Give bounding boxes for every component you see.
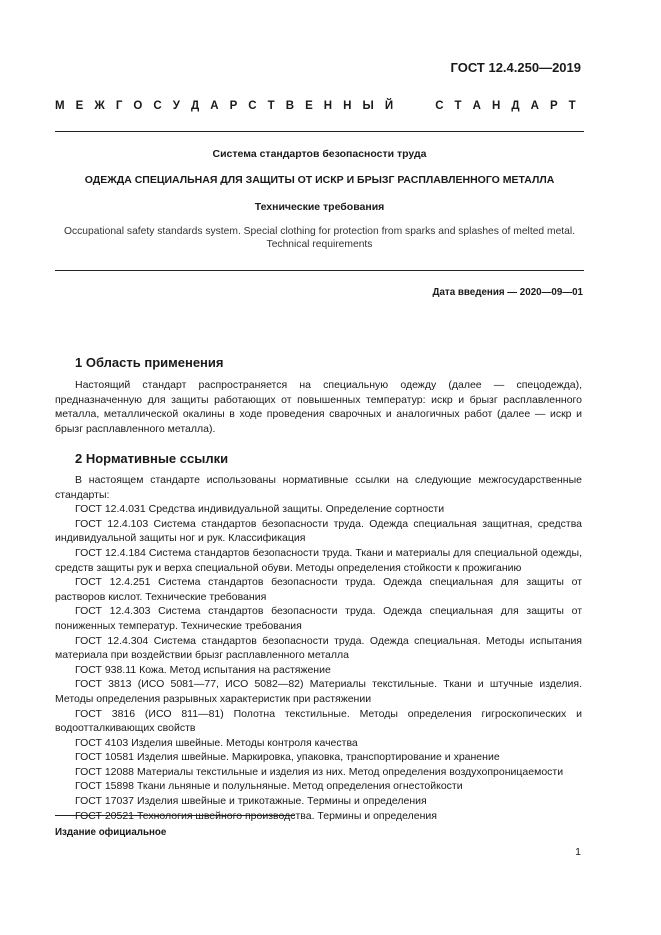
standard-type-letter: Е bbox=[305, 100, 313, 112]
standard-type-letter: Е bbox=[75, 100, 84, 112]
english-title-line2: Technical requirements bbox=[266, 238, 373, 250]
title-rule bbox=[55, 270, 584, 271]
top-rule bbox=[55, 131, 584, 132]
standard-type-letter: Т bbox=[267, 100, 275, 112]
standard-type-letter: С bbox=[153, 100, 162, 112]
reference-item: ГОСТ 3813 (ИСО 5081—77, ИСО 5082—82) Материалы текстильные. Ткани и штучные изделия. Методы определения разрывных характеристик при растяжении bbox=[55, 678, 582, 705]
reference-item: ГОСТ 10581 Изделия швейные. Маркировка, упаковка, транспортирование и хранение bbox=[75, 751, 500, 764]
standard-type-letter: Т bbox=[454, 100, 462, 112]
english-title bbox=[55, 226, 584, 251]
standard-type-letter: А bbox=[530, 100, 539, 112]
standard-type-letter: О bbox=[133, 100, 143, 112]
reference-item: ГОСТ 3816 (ИСО 811—81) Полотна текстильные. Методы определения гигроскопических и водоотталкивающих свойств bbox=[55, 707, 582, 735]
reference-item: ГОСТ 938.11 Кожа. Метод испытания на растяжение bbox=[75, 663, 331, 676]
reference-item: ГОСТ 20521 Технология швейного производства. Термины и определения bbox=[75, 809, 437, 822]
standard-type-letter: Ж bbox=[94, 100, 105, 112]
standard-type-letter: Ы bbox=[362, 100, 374, 112]
standard-type-letter: С bbox=[435, 100, 444, 112]
standard-type-letter: Г bbox=[115, 100, 123, 112]
reference-item: ГОСТ 12.4.103 Система стандартов безопасности труда. Одежда специальная защитная, средства индивидуальной защиты ног и рук. Классификация bbox=[55, 517, 582, 545]
standard-type-letter: Р bbox=[549, 100, 558, 112]
section-1-paragraph: Настоящий стандарт распространяется на специальную одежду (далее — спецодежда), предназначенную для защиты работающих от повышенных температур: искр и брызг расплавленного металла, металлической окалины в ходе проведения сварочных и аналогичных работ (далее — искр и брызг расплавленного металла). bbox=[55, 379, 582, 435]
standard-type-letter: Т bbox=[568, 100, 576, 112]
reference-item: ГОСТ 15898 Ткани льняные и полульняные. Метод определения огнестойкости bbox=[75, 780, 463, 793]
introduction-date: Дата введения — 2020—09—01 bbox=[432, 287, 583, 298]
standard-type-letter: С bbox=[248, 100, 257, 112]
english-title-line1: Occupational safety standards system. Special clothing for protection from sparks and splashes of melted metal. bbox=[63, 226, 576, 237]
standard-type-letter: Й bbox=[384, 100, 394, 112]
reference-item: ГОСТ 12.4.184 Система стандартов безопасности труда. Ткани и материалы для специальной одежды, средств защиты рук и верха специальной обуви. Методы определения стойкости к прожиганию bbox=[55, 546, 582, 574]
standard-type-letter: Д bbox=[190, 100, 200, 112]
section-1-heading: 1 Область применения bbox=[75, 355, 224, 370]
document-title: ОДЕЖДА СПЕЦИАЛЬНАЯ ДЛЯ ЗАЩИТЫ ОТ ИСКР И БРЫЗГ РАСПЛАВЛЕННОГО МЕТАЛЛА bbox=[84, 174, 555, 186]
reference-item: ГОСТ 12.4.251 Система стандартов безопасности труда. Одежда специальная для защиты от растворов кислот. Технические требования bbox=[55, 576, 582, 603]
standard-type-letter: А bbox=[210, 100, 219, 112]
document-id: ГОСТ 12.4.250—2019 bbox=[450, 60, 581, 75]
reference-item: ГОСТ 17037 Изделия швейные и трикотажные. Термины и определения bbox=[75, 795, 427, 808]
standard-type-letter: Д bbox=[511, 100, 520, 112]
page-number: 1 bbox=[575, 846, 581, 858]
reference-item: ГОСТ 12088 Материалы текстильные и изделия из них. Метод определения воздухопроницаемости bbox=[75, 765, 564, 778]
standard-type-letter: В bbox=[285, 100, 295, 112]
standard-type-letter: Н bbox=[343, 100, 352, 112]
standard-type-letter: Н bbox=[491, 100, 501, 112]
reference-item: ГОСТ 12.4.031 Средства индивидуальной защиты. Определение сортности bbox=[75, 503, 445, 516]
references-list bbox=[55, 473, 582, 823]
standard-type-letter: Н bbox=[323, 100, 333, 112]
standard-type-letter: Р bbox=[229, 100, 238, 112]
reference-item: ГОСТ 12.4.303 Система стандартов безопасности труда. Одежда специальная для защиты от пониженных температур. Технические требования bbox=[55, 605, 582, 632]
reference-item: ГОСТ 12.4.304 Система стандартов безопасности труда. Одежда специальная. Методы испытания материала при воздействии брызг расплавленного металла bbox=[55, 634, 582, 662]
standard-type-heading bbox=[55, 100, 576, 112]
standard-type-gap bbox=[404, 100, 424, 112]
standard-type-letter: А bbox=[472, 100, 481, 112]
reference-item: ГОСТ 4103 Изделия швейные. Методы контроля качества bbox=[75, 736, 358, 749]
standard-type-letter: У bbox=[172, 100, 180, 112]
standard-type-letter: М bbox=[55, 100, 65, 112]
section-2-intro: В настоящем стандарте использованы нормативные ссылки на следующие межгосударственные стандарты: bbox=[55, 474, 582, 501]
section-1-text bbox=[55, 378, 582, 436]
footer-rule bbox=[55, 815, 295, 816]
section-2-heading: 2 Нормативные ссылки bbox=[75, 451, 229, 466]
standards-system: Система стандартов безопасности труда bbox=[212, 148, 427, 160]
document-subtitle: Технические требования bbox=[254, 201, 385, 213]
edition-label: Издание официальное bbox=[55, 827, 167, 838]
